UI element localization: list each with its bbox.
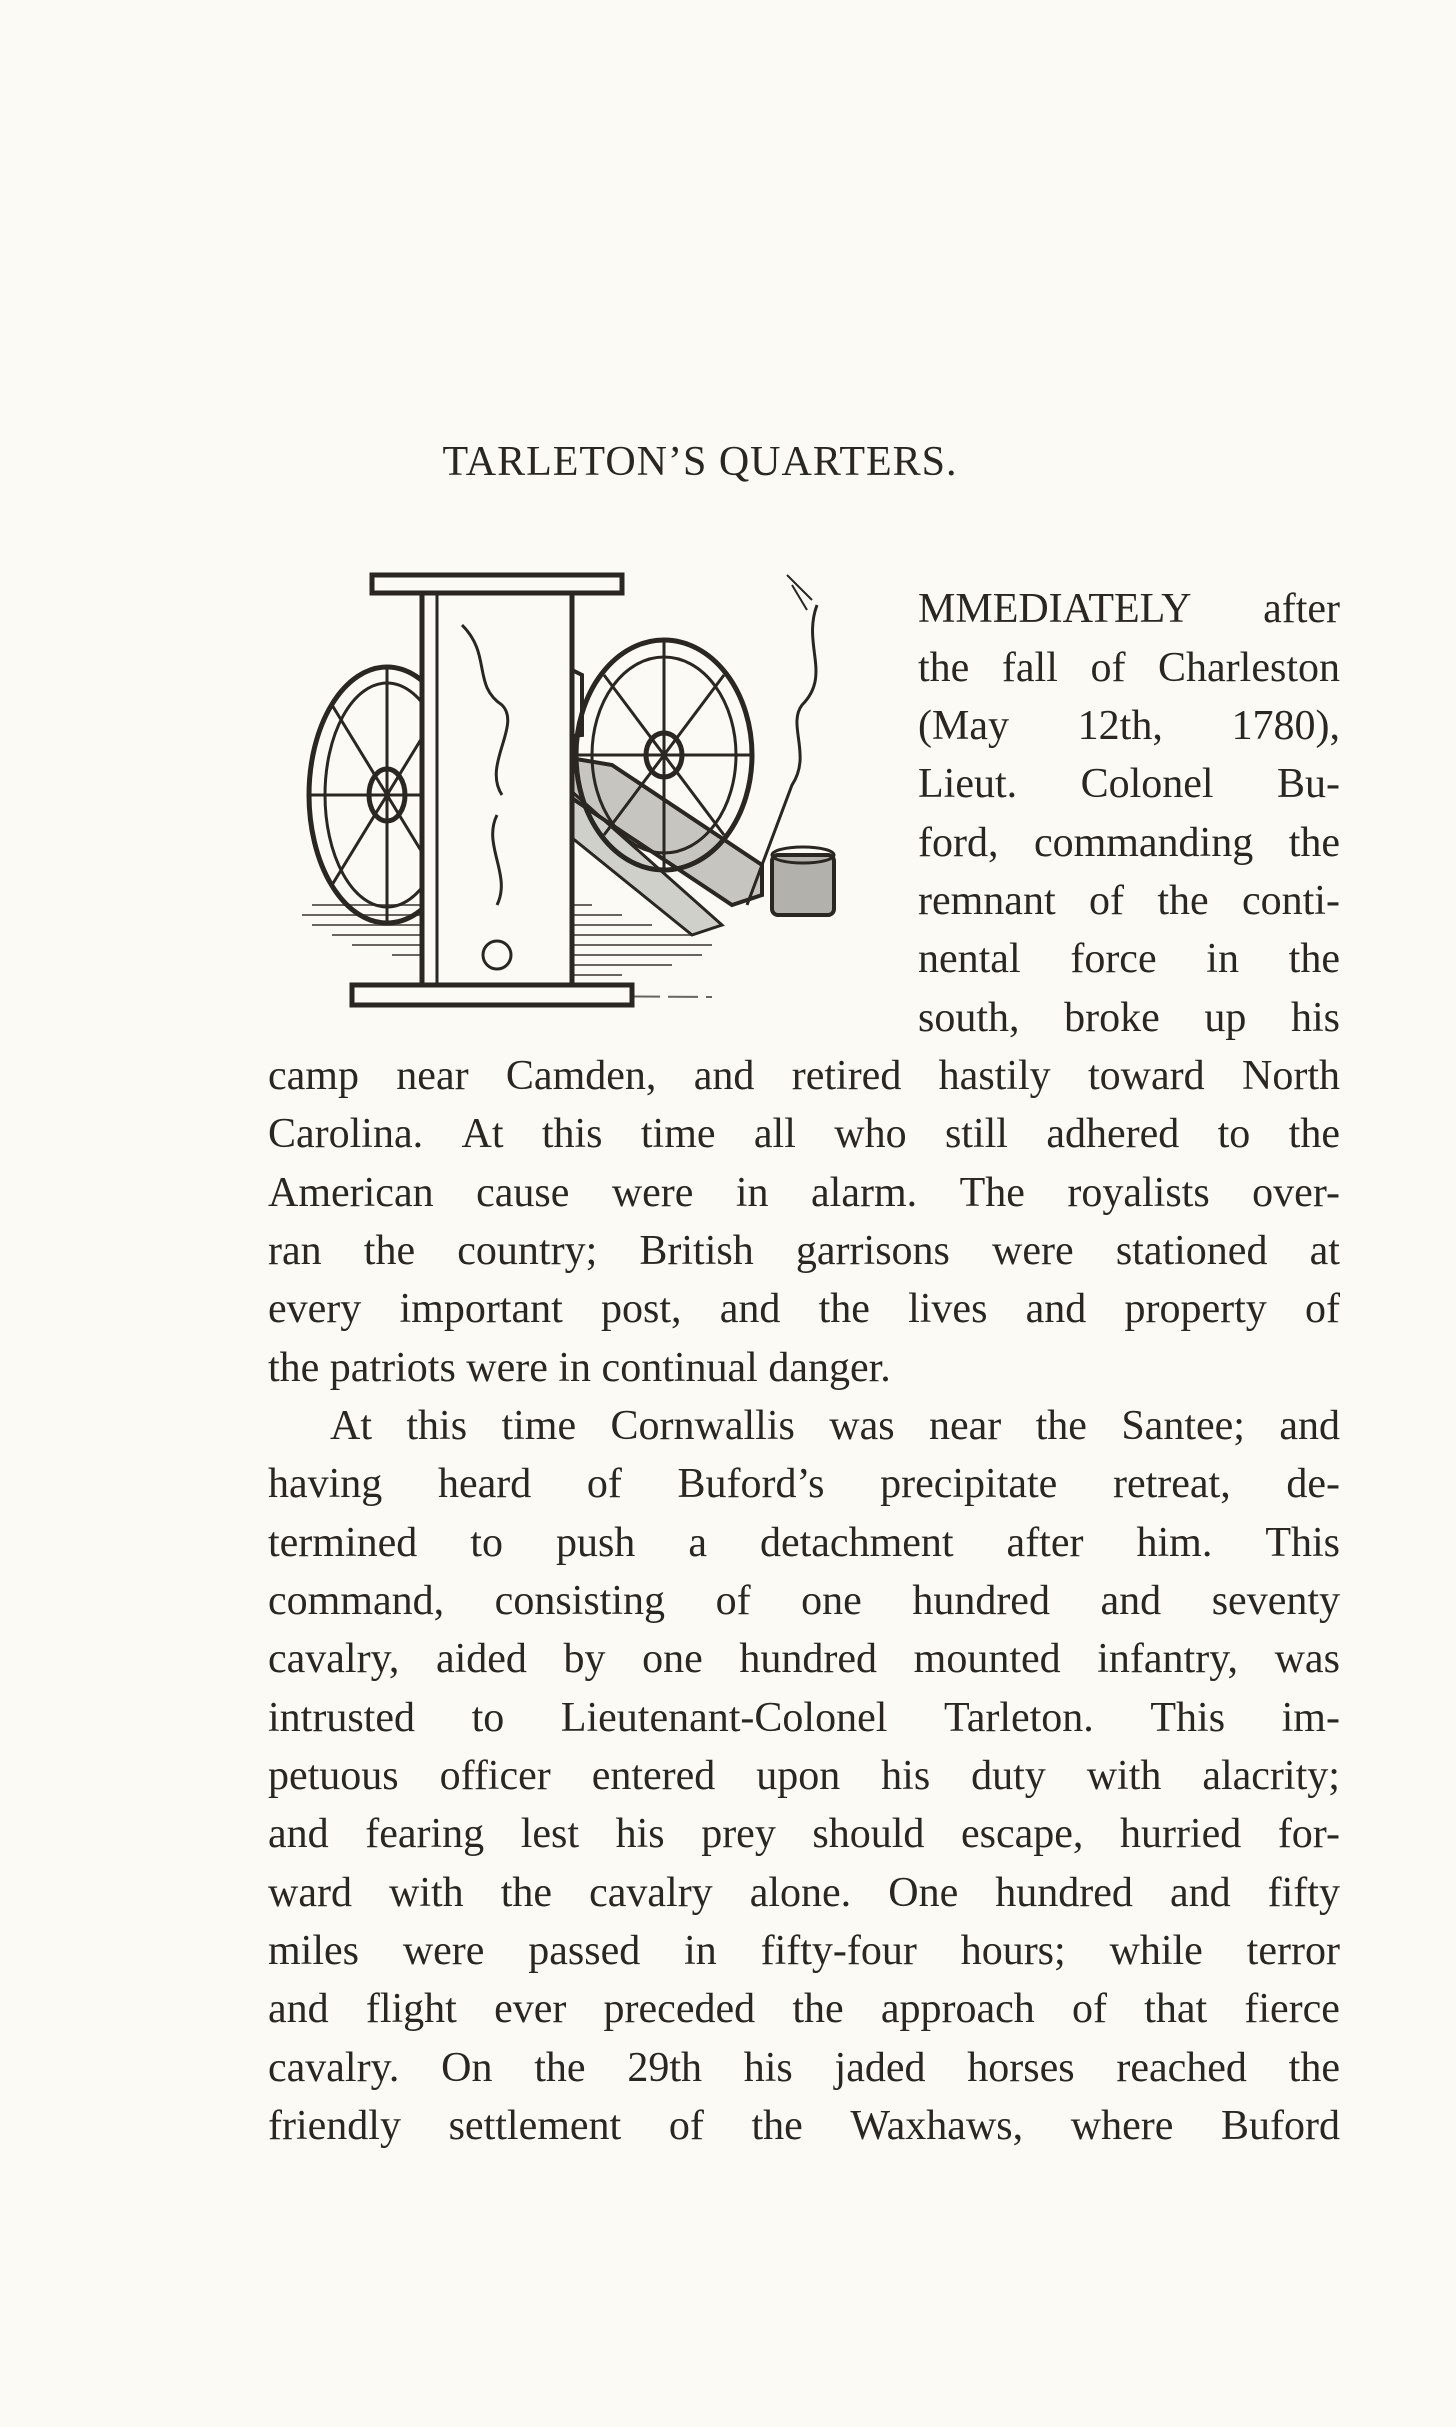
text-line: petuous officer entered upon his duty with alacrity; (268, 1753, 1340, 1799)
text-line: American cause were in alarm. The royalists over- (268, 1170, 1340, 1216)
text-line: the fall of Charleston (918, 645, 1340, 691)
text-line: At this time Cornwallis was near the Santee; and (330, 1403, 1340, 1449)
text-line: remnant of the conti- (918, 878, 1340, 924)
text-line: and fearing lest his prey should escape, hurried for- (268, 1811, 1340, 1857)
text-line: the patriots were in continual danger. (268, 1345, 891, 1391)
text-line: MMEDIATELY after (918, 586, 1340, 632)
text-line: cavalry, aided by one hundred mounted infantry, was (268, 1636, 1340, 1682)
text-line: south, broke up his (918, 995, 1340, 1041)
text-line: termined to push a detachment after him. This (268, 1520, 1340, 1566)
text-line: every important post, and the lives and property of (268, 1286, 1340, 1332)
text-line: ward with the cavalry alone. One hundred and fifty (268, 1870, 1340, 1916)
text-line: command, consisting of one hundred and seventy (268, 1578, 1340, 1624)
text-line: Carolina. At this time all who still adhered to the (268, 1111, 1340, 1157)
text-line: and flight ever preceded the approach of that fierce (268, 1986, 1340, 2032)
text-line: miles were passed in fifty-four hours; while terror (268, 1928, 1340, 1974)
text-line: (May 12th, 1780), (918, 703, 1340, 749)
text-line: friendly settlement of the Waxhaws, where Buford (268, 2103, 1340, 2149)
text-line: cavalry. On the 29th his jaded horses reached the (268, 2045, 1340, 2091)
text-line: ford, commanding the (918, 820, 1340, 866)
chapter-title: TARLETON’S QUARTERS. (442, 439, 958, 485)
text-line: ran the country; British garrisons were stationed at (268, 1228, 1340, 1274)
text-line: camp near Camden, and retired hastily toward North (268, 1053, 1340, 1099)
drop-cap-cannon-illustration (292, 565, 872, 1015)
text-line: having heard of Buford’s precipitate retreat, de- (268, 1461, 1340, 1507)
text-line: Lieut. Colonel Bu- (918, 761, 1340, 807)
text-line: intrusted to Lieutenant-Colonel Tarleton. This im- (268, 1695, 1340, 1741)
text-line: nental force in the (918, 936, 1340, 982)
